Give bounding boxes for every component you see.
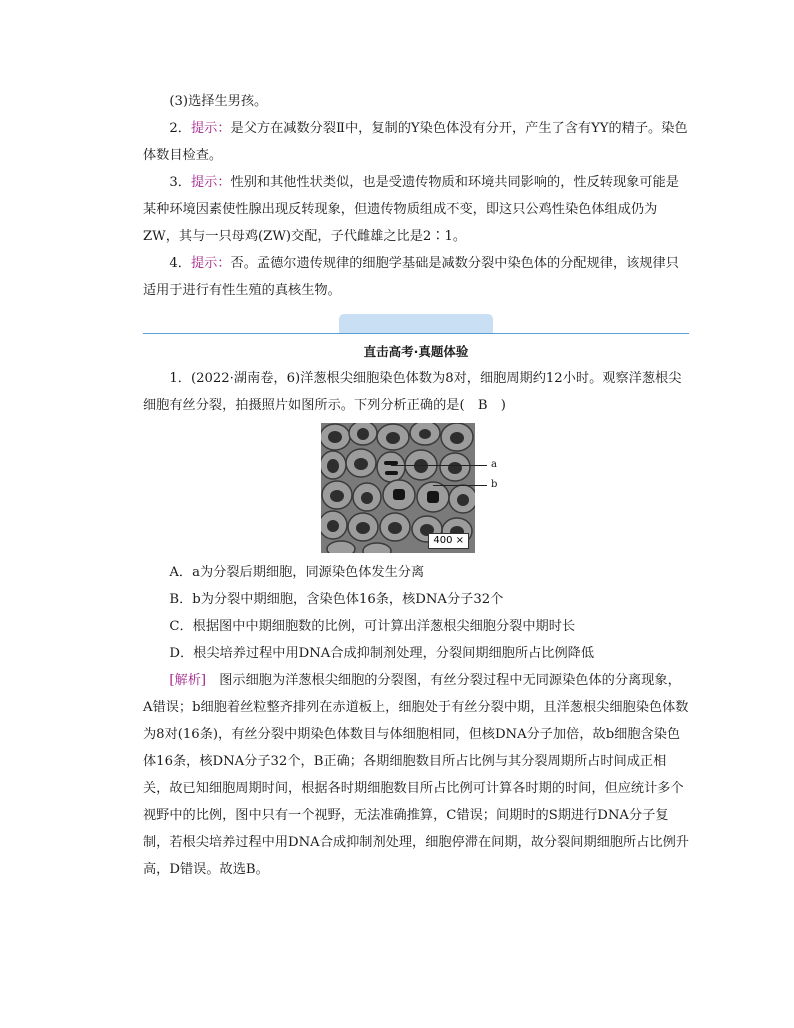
micrograph-figure bbox=[321, 423, 531, 553]
analysis-paragraph bbox=[143, 667, 689, 883]
section-divider bbox=[143, 314, 689, 334]
hint-text: 性别和其他性状类似，也是受遗传物质和环境共同影响的，性反转现象可能是某种环境因素使性腺出现反转现象，但遗传物质组成不变，即这只公鸡性染色体组成仍为ZW，其与一只母鸡(ZW)交配，子代雌雄之比是2∶1。 bbox=[143, 175, 679, 244]
answer-line-3: (3)选择生男孩。 bbox=[169, 94, 268, 109]
option-d: D．根尖培养过程中用DNA合成抑制剂处理，分裂间期细胞所占比例降低 bbox=[169, 646, 595, 661]
question-stem: 1．(2022·湖南卷，6)洋葱根尖细胞染色体数为8对，细胞周期约12小时。观察洋葱根尖细胞有丝分裂，拍摄照片如图所示。下列分析正确的是( B ) bbox=[143, 371, 682, 413]
section-title: 直击高考·真题体验 bbox=[363, 344, 469, 359]
item-number: 4． bbox=[169, 256, 191, 271]
option-c: C．根据图中中期细胞数的比例，可计算出洋葱根尖细胞分裂中期时长 bbox=[169, 619, 576, 634]
section-tab bbox=[339, 314, 493, 334]
analysis-label: [解析] bbox=[169, 673, 207, 688]
label-a: a bbox=[491, 459, 497, 470]
document-page bbox=[143, 88, 689, 883]
option-a: A．a为分裂后期细胞，同源染色体发生分离 bbox=[169, 565, 425, 580]
answer-item-2 bbox=[143, 115, 689, 169]
analysis-text: 图示细胞为洋葱根尖细胞的分裂图，有丝分裂过程中无同源染色体的分离现象，A错误；b细胞着丝粒整齐排列在赤道板上，细胞处于有丝分裂中期，且洋葱根尖细胞染色体数为8对(16条)，有丝分裂中期染色体数目与体细胞相同，但核DNA分子加倍，故b细胞含染色体16条，核DNA分子32个，B正确；各期细胞数目所占比例与其分裂周期所占时间成正相关，故已知细胞周期时间，根据各时期细胞数目所占比例可计算各时期的时间，但应统计多个视野中的比例，图中只有一个视野，无法准确推算，C错误；间期时的S期进行DNA分子复制，若根尖培养过程中用DNA合成抑制剂处理，细胞停滞在间期，故分裂间期细胞所占比例升高，D错误。故选B。 bbox=[143, 673, 689, 877]
option-b: B．b为分裂中期细胞，含染色体16条，核DNA分子32个 bbox=[169, 592, 504, 607]
answer-item-4 bbox=[143, 250, 689, 304]
leader-line-b bbox=[433, 485, 487, 486]
magnification-label: 400 × bbox=[428, 533, 469, 549]
onion-root-tip-micrograph bbox=[321, 423, 475, 553]
hint-label: 提示： bbox=[190, 121, 231, 136]
leader-line-a bbox=[391, 465, 487, 466]
hint-label: 提示： bbox=[190, 175, 231, 190]
item-number: 2． bbox=[169, 121, 191, 136]
hint-text: 是父方在减数分裂Ⅱ中，复制的Y染色体没有分开，产生了含有YY的精子。染色体数目检查。 bbox=[143, 121, 688, 163]
hint-label: 提示： bbox=[190, 256, 231, 271]
hint-text: 否。孟德尔遗传规律的细胞学基础是减数分裂中染色体的分配规律，该规律只适用于进行有性生殖的真核生物。 bbox=[143, 256, 679, 298]
answer-item-3 bbox=[143, 169, 689, 250]
item-number: 3． bbox=[169, 175, 191, 190]
label-b: b bbox=[491, 479, 498, 490]
section-rule bbox=[143, 333, 689, 334]
